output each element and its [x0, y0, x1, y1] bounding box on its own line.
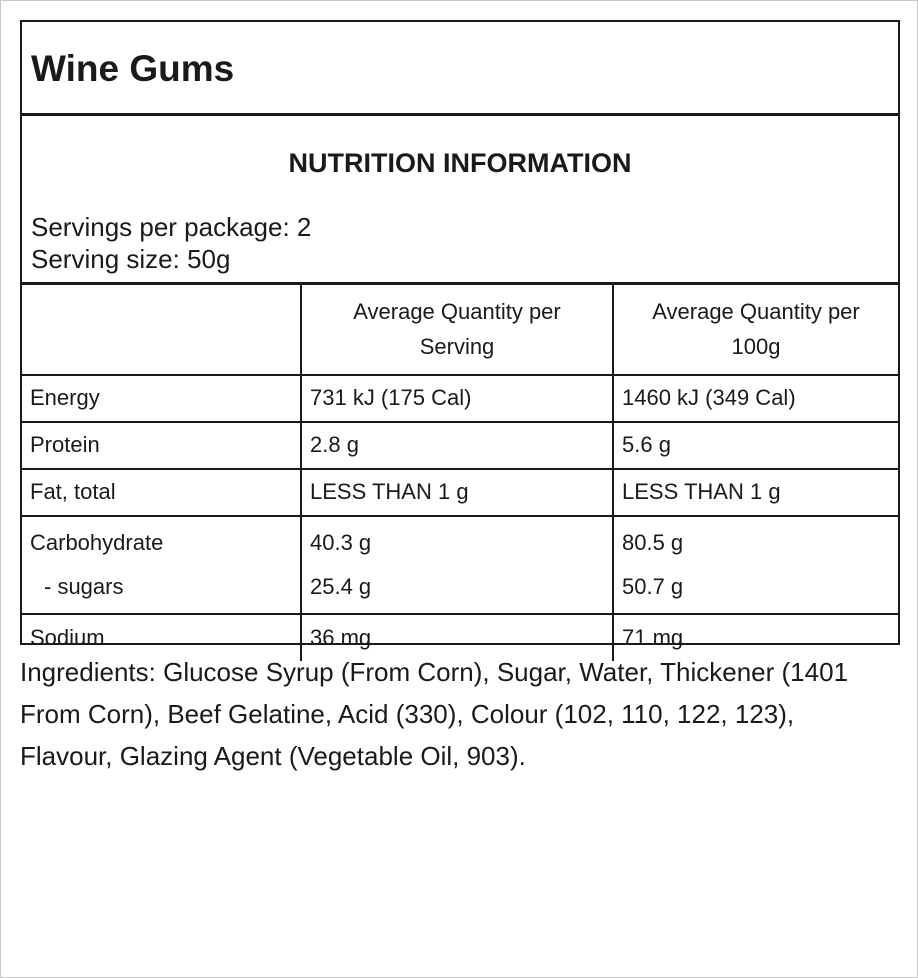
- column-header-label: [22, 284, 301, 375]
- sub-per-100g-value: 50.7 g: [622, 573, 684, 599]
- per-100g-value: 1460 kJ (349 Cal): [613, 375, 898, 422]
- column-header-per-100g: Average Quantity per 100g: [613, 284, 898, 375]
- serving-size: Serving size: 50g: [31, 244, 231, 274]
- ingredients-text: Ingredients: Glucose Syrup (From Corn), Sugar, Water, Thickener (1401 From Corn), Beef Gelatine, Acid (330), Colour (102, 110, 122, 123), Flavour, Glazing Agent (Vegetable Oil, 903).: [20, 657, 849, 771]
- row-label: Carbohydrate: [30, 529, 164, 555]
- row-label: Fat, total: [22, 469, 301, 516]
- table-row-carbohydrate: [22, 516, 898, 614]
- product-title: Wine Gums: [22, 22, 898, 116]
- per-serving-group: [301, 516, 613, 614]
- per-100g-value: 71 mg: [613, 614, 898, 661]
- row-label: Energy: [22, 375, 301, 422]
- nutrition-panel: [20, 20, 900, 650]
- sub-per-serving-value: 25.4 g: [310, 573, 372, 599]
- row-label: Sodium: [22, 614, 301, 661]
- per-serving-value: 2.8 g: [301, 422, 613, 469]
- table-row-energy: [22, 375, 898, 422]
- per-100g-value: 80.5 g: [622, 529, 684, 555]
- table-header-row: [22, 284, 898, 375]
- column-header-per-serving: Average Quantity per Serving: [301, 284, 613, 375]
- per-100g-value: 5.6 g: [613, 422, 898, 469]
- row-label: Protein: [22, 422, 301, 469]
- table-row-protein: [22, 422, 898, 469]
- nutrition-header: [22, 116, 898, 282]
- table-row-fat: [22, 469, 898, 516]
- serving-info: [31, 211, 311, 275]
- per-100g-value: LESS THAN 1 g: [613, 469, 898, 516]
- nutrition-heading: NUTRITION INFORMATION: [288, 148, 632, 178]
- per-serving-value: 36 mg: [301, 614, 613, 661]
- per-serving-value: LESS THAN 1 g: [301, 469, 613, 516]
- per-100g-group: [613, 516, 898, 614]
- row-label-group: [22, 516, 301, 614]
- servings-per-package: Servings per package: 2: [31, 212, 312, 242]
- per-serving-value: 731 kJ (175 Cal): [301, 375, 613, 422]
- sub-row-label: - sugars: [44, 573, 124, 599]
- per-serving-value: 40.3 g: [310, 529, 372, 555]
- nutrition-table: [22, 282, 898, 661]
